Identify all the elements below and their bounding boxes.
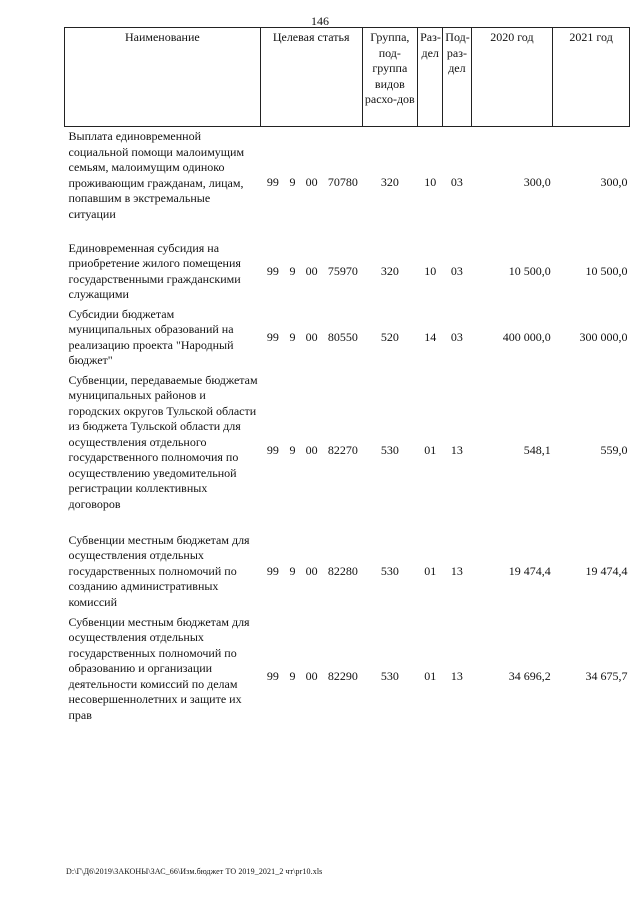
row-code-subprogram: 9 — [289, 329, 296, 344]
row-subsection: 13 — [450, 563, 463, 578]
row-code-direction: 82290 — [327, 668, 358, 683]
row-subsection: 03 — [450, 329, 463, 344]
header-year-2020: 2020 год — [471, 28, 553, 127]
row-amount-2021: 300 000,0 — [579, 329, 628, 344]
row-amount-2020: 548,1 — [523, 442, 551, 457]
row-section: 01 — [424, 668, 437, 683]
table-row — [65, 531, 630, 613]
row-amount-2020: 400 000,0 — [502, 329, 551, 344]
row-name: Субвенции, передаваемые бюджетам муниципальных районов и городских округов Тульской области из бюджета Тульской области для осуществления отдельного государственного полномочия по осуществлению уведомительной регистрации коллективных договоров — [68, 372, 258, 511]
page-number: 146 — [311, 14, 329, 28]
row-code-subprogram: 9 — [289, 563, 296, 578]
row-name: Субвенции местным бюджетам для осуществления отдельных государственных полномочий по созданию административных комиссий — [68, 532, 250, 609]
row-name: Субвенции местным бюджетам для осуществления отдельных государственных полномочий по образованию и организации деятельности комиссий по делам несовершеннолетних и защите их прав — [68, 614, 250, 722]
row-group: 320 — [380, 263, 399, 278]
row-code-program: 99 — [266, 329, 279, 344]
row-section: 10 — [424, 263, 437, 278]
row-section: 10 — [424, 175, 437, 189]
row-code-program: 99 — [266, 175, 279, 189]
footer-file-path: D:\Г\Д6\2019\ЗАКОНЫ\ЗАС_66\Изм.бюджет ТО 2019_2021_2 чт\pr10.xls — [66, 867, 323, 876]
header-name: Наименование — [65, 28, 261, 127]
table-row — [65, 613, 630, 741]
row-code-subprogram: 9 — [289, 668, 296, 683]
row-group: 530 — [380, 563, 399, 578]
row-code-main: 00 — [305, 175, 318, 189]
row-code-main: 00 — [305, 442, 318, 457]
row-subsection: 13 — [450, 668, 463, 683]
row-code-main: 00 — [305, 329, 318, 344]
budget-table — [64, 27, 630, 741]
row-code-direction: 80550 — [327, 329, 358, 344]
row-amount-2021: 34 675,7 — [585, 668, 628, 683]
row-code-program: 99 — [266, 442, 279, 457]
row-code-subprogram: 9 — [289, 263, 296, 278]
row-name: Выплата единовременной социальной помощи малоимущим семьям, малоимущим одиноко проживающим гражданам, лицам, попавшим в экстремальные ситуации — [68, 129, 245, 221]
row-section: 01 — [424, 563, 437, 578]
row-name: Единовременная субсидия на приобретение жилого помещения государственными гражданскими служащими — [68, 240, 241, 301]
row-amount-2020: 34 696,2 — [508, 668, 551, 683]
header-group: Группа, под-группа видов расхо-дов — [362, 28, 417, 127]
row-code-direction: 82280 — [327, 563, 358, 578]
table-row — [65, 239, 630, 305]
table-row — [65, 305, 630, 371]
row-group: 320 — [380, 175, 399, 189]
row-code-main: 00 — [305, 668, 318, 683]
row-subsection: 13 — [450, 442, 463, 457]
row-subsection: 03 — [450, 263, 463, 278]
header-year-2021: 2021 год — [553, 28, 630, 127]
row-group: 530 — [380, 668, 399, 683]
row-group: 520 — [380, 329, 399, 344]
header-target-article: Целевая статья — [260, 28, 362, 127]
row-amount-2021: 559,0 — [600, 442, 628, 457]
row-code-program: 99 — [266, 668, 279, 683]
row-section: 14 — [424, 329, 437, 344]
row-amount-2021: 10 500,0 — [585, 263, 628, 278]
table-row — [65, 371, 630, 531]
row-code-program: 99 — [266, 263, 279, 278]
row-code-subprogram: 9 — [289, 442, 296, 457]
row-amount-2021: 300,0 — [600, 175, 628, 189]
row-code-main: 00 — [305, 263, 318, 278]
row-code-direction: 70780 — [327, 175, 358, 189]
row-code-direction: 75970 — [327, 263, 358, 278]
budget-table-container — [64, 27, 630, 741]
header-subsection: Под-раз-дел — [443, 28, 471, 127]
row-subsection: 03 — [450, 175, 463, 189]
header-section: Раз-дел — [418, 28, 443, 127]
row-code-direction: 82270 — [327, 442, 358, 457]
row-amount-2021: 19 474,4 — [585, 563, 628, 578]
row-amount-2020: 19 474,4 — [508, 563, 551, 578]
row-code-main: 00 — [305, 563, 318, 578]
row-amount-2020: 10 500,0 — [508, 263, 551, 278]
row-code-program: 99 — [266, 563, 279, 578]
row-code-subprogram: 9 — [289, 175, 296, 189]
row-section: 01 — [424, 442, 437, 457]
table-row — [65, 127, 630, 239]
row-amount-2020: 300,0 — [523, 175, 551, 189]
row-group: 530 — [380, 442, 399, 457]
row-name: Субсидии бюджетам муниципальных образований на реализацию проекта "Народный бюджет" — [68, 306, 234, 367]
